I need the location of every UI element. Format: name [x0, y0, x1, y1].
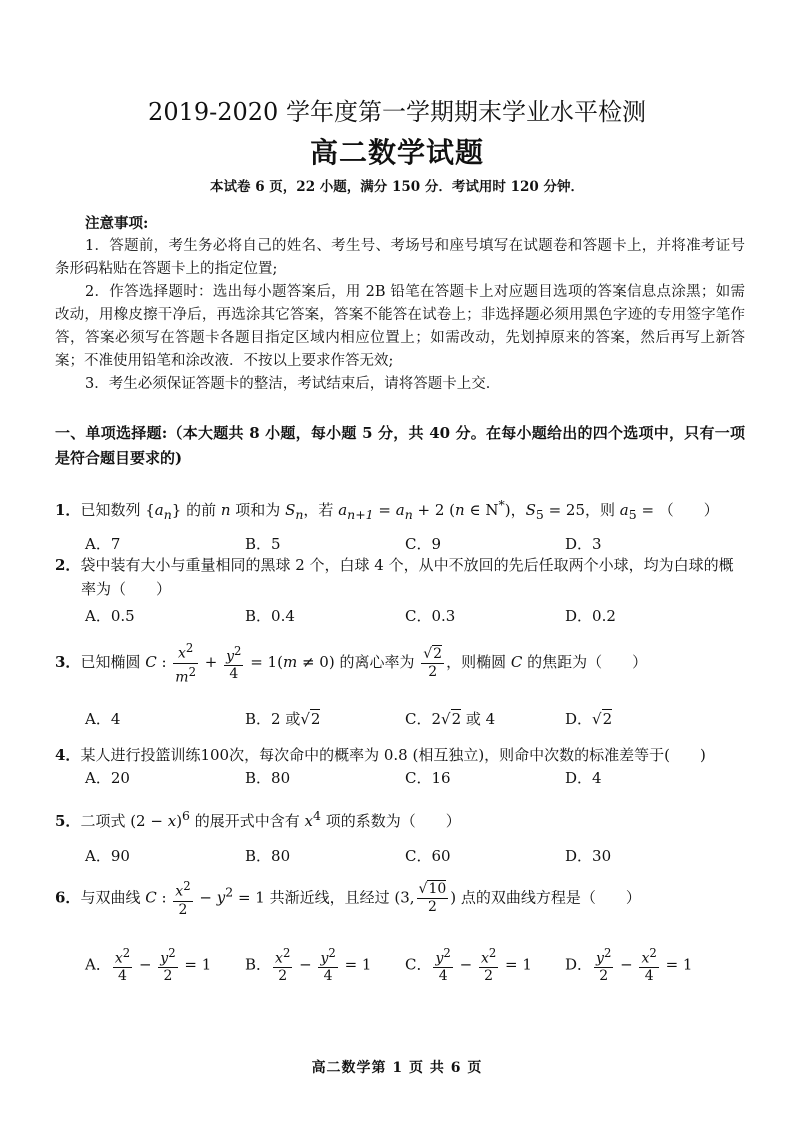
- question-2: [55, 553, 745, 626]
- options-row: [85, 767, 745, 788]
- option-label: B．2 或: [245, 710, 301, 729]
- exam-info: 本试卷 6 页，22 小题，满分 150 分．考试用时 120 分钟．: [210, 179, 584, 195]
- notes-section: [55, 212, 745, 396]
- exam-title: 2019-2020 学年度第一学期期末学业水平检测: [148, 98, 646, 126]
- question-1: [55, 493, 745, 554]
- page-footer: 高二数学第 1 页 共 6 页: [311, 1060, 483, 1076]
- note-item: 1．答题前，考生务必将自己的姓名、考生号、考场号和座号填写在试题卷和答题卡上，并将准考证号条形码粘贴在答题卡上的指定位置;: [55, 238, 745, 277]
- question-number: 6．: [55, 888, 81, 907]
- note-item: 3．考生必须保证答题卡的整洁，考试结束后，请将答题卡上交．: [85, 376, 501, 392]
- options-row: [85, 945, 745, 986]
- option-c[interactable]: C．2√2 或 4: [405, 710, 496, 729]
- question-text: 某人进行投篮训练100次，每次命中的概率为 0.8 (相互独立)，则命中次数的标准差等于( ): [80, 746, 706, 764]
- option-a[interactable]: A．20: [85, 769, 130, 787]
- option-a[interactable]: A．4: [85, 710, 121, 729]
- option-c[interactable]: C．9: [405, 535, 442, 553]
- option-label: A．: [85, 954, 111, 973]
- options-row: [85, 708, 745, 729]
- question-text: 袋中装有大小与重量相同的黑球 2 个，白球 4 个，从中不放回的先后任取两个小球，均为白球的概率为（ ）: [80, 556, 734, 598]
- subject-title: 高二数学试题: [309, 136, 484, 169]
- option-d[interactable]: D．√2: [565, 710, 613, 729]
- option-c[interactable]: C． $\frac{y^2}{4}$ − $\frac{x^2}{2}$ = 1: [405, 945, 532, 985]
- question-number: 5．: [55, 812, 81, 830]
- note-item: 2．作答选择题时：选出每小题答案后，用 2B 铅笔在答题卡上对应题目选项的答案信息点涂黑；如需改动，用橡皮擦干净后，再选涂其它答案，答案不能答在试卷上；非选择题必须用黑色字迹的专用签字笔作答，答案必须写在答题卡各题目指定区域内相应位置上；如需改动，先划掉原来的答案，然后再写上新答案；不准使用铅笔和涂改液．不按以上要求作答无效;: [55, 284, 745, 369]
- options-row: [85, 533, 745, 554]
- option-d[interactable]: D．0.2: [565, 607, 616, 625]
- options-row: [85, 605, 745, 626]
- notes-heading: 注意事项:: [85, 215, 149, 232]
- question-stem: 3．已知椭圆 C : $\frac{x^2}{m^2}$ + $\frac{y^2}{4}$ = 1(m ≠ 0) 的离心率为 $\frac{√2}{2}$ ，则椭圆 C 的焦距为（ ）: [55, 641, 648, 686]
- option-label: D．: [565, 954, 593, 973]
- option-b[interactable]: B．2 或√2: [245, 710, 321, 729]
- option-label: C．2: [405, 710, 442, 729]
- question-3: [55, 640, 745, 729]
- question-stem: 6．与双曲线 C : $\frac{x^2}{2}$ − $y^2 = 1$ 共渐近线，且经过 (3, $\frac{√10}{2}$ ) 点的双曲线方程是（ ）: [55, 879, 641, 918]
- question-number: 1．: [55, 501, 81, 519]
- option-a[interactable]: A．7: [85, 535, 121, 553]
- option-d[interactable]: D．4: [565, 769, 602, 787]
- option-b[interactable]: B．5: [245, 535, 281, 553]
- option-label: D．: [565, 710, 593, 729]
- question-stem: 1．已知数列 $\{a_n\}$ 的前 n 项和为 $S_n$，若 $a_{n+1} = a_n + 2$ (n ∈ N*)，$S_5 = 25$，则 $a_5$ = （ ）: [55, 497, 719, 522]
- question-5: [55, 804, 745, 866]
- question-stem: [55, 743, 745, 767]
- option-a[interactable]: A． $\frac{x^2}{4}$ − $\frac{y^2}{2}$ = 1: [85, 945, 212, 985]
- option-a[interactable]: A．0.5: [85, 607, 135, 625]
- question-number: 4．: [55, 746, 81, 764]
- option-c[interactable]: C．0.3: [405, 607, 456, 625]
- section-title: 一、单项选择题:（本大题共 8 小题，每小题 5 分，共 40 分。在每小题给出的四个选项中，只有一项是符合题目要求的): [55, 424, 745, 467]
- option-d[interactable]: D．30: [565, 847, 612, 865]
- option-c[interactable]: C．16: [405, 769, 451, 787]
- option-label: B．: [245, 954, 272, 973]
- options-row: [85, 845, 745, 866]
- question-4: [55, 743, 745, 788]
- question-number: 2．: [55, 556, 81, 574]
- option-d[interactable]: D． $\frac{y^2}{2}$ − $\frac{x^2}{4}$ = 1: [565, 945, 693, 985]
- question-number: 3．: [55, 653, 81, 672]
- option-c[interactable]: C．60: [405, 847, 451, 865]
- question-stem: [55, 553, 745, 601]
- option-b[interactable]: B．0.4: [245, 607, 295, 625]
- question-6: [55, 878, 745, 985]
- option-a[interactable]: A．90: [85, 847, 130, 865]
- option-b[interactable]: B．80: [245, 769, 291, 787]
- option-d[interactable]: D．3: [565, 535, 602, 553]
- question-stem: 5．二项式 $(2 - x)^6$ 的展开式中含有 $x^4$ 项的系数为（ ）: [55, 808, 461, 830]
- option-b[interactable]: B． $\frac{x^2}{2}$ − $\frac{y^2}{4}$ = 1: [245, 945, 372, 985]
- option-label: C．: [405, 954, 432, 973]
- option-b[interactable]: B．80: [245, 847, 291, 865]
